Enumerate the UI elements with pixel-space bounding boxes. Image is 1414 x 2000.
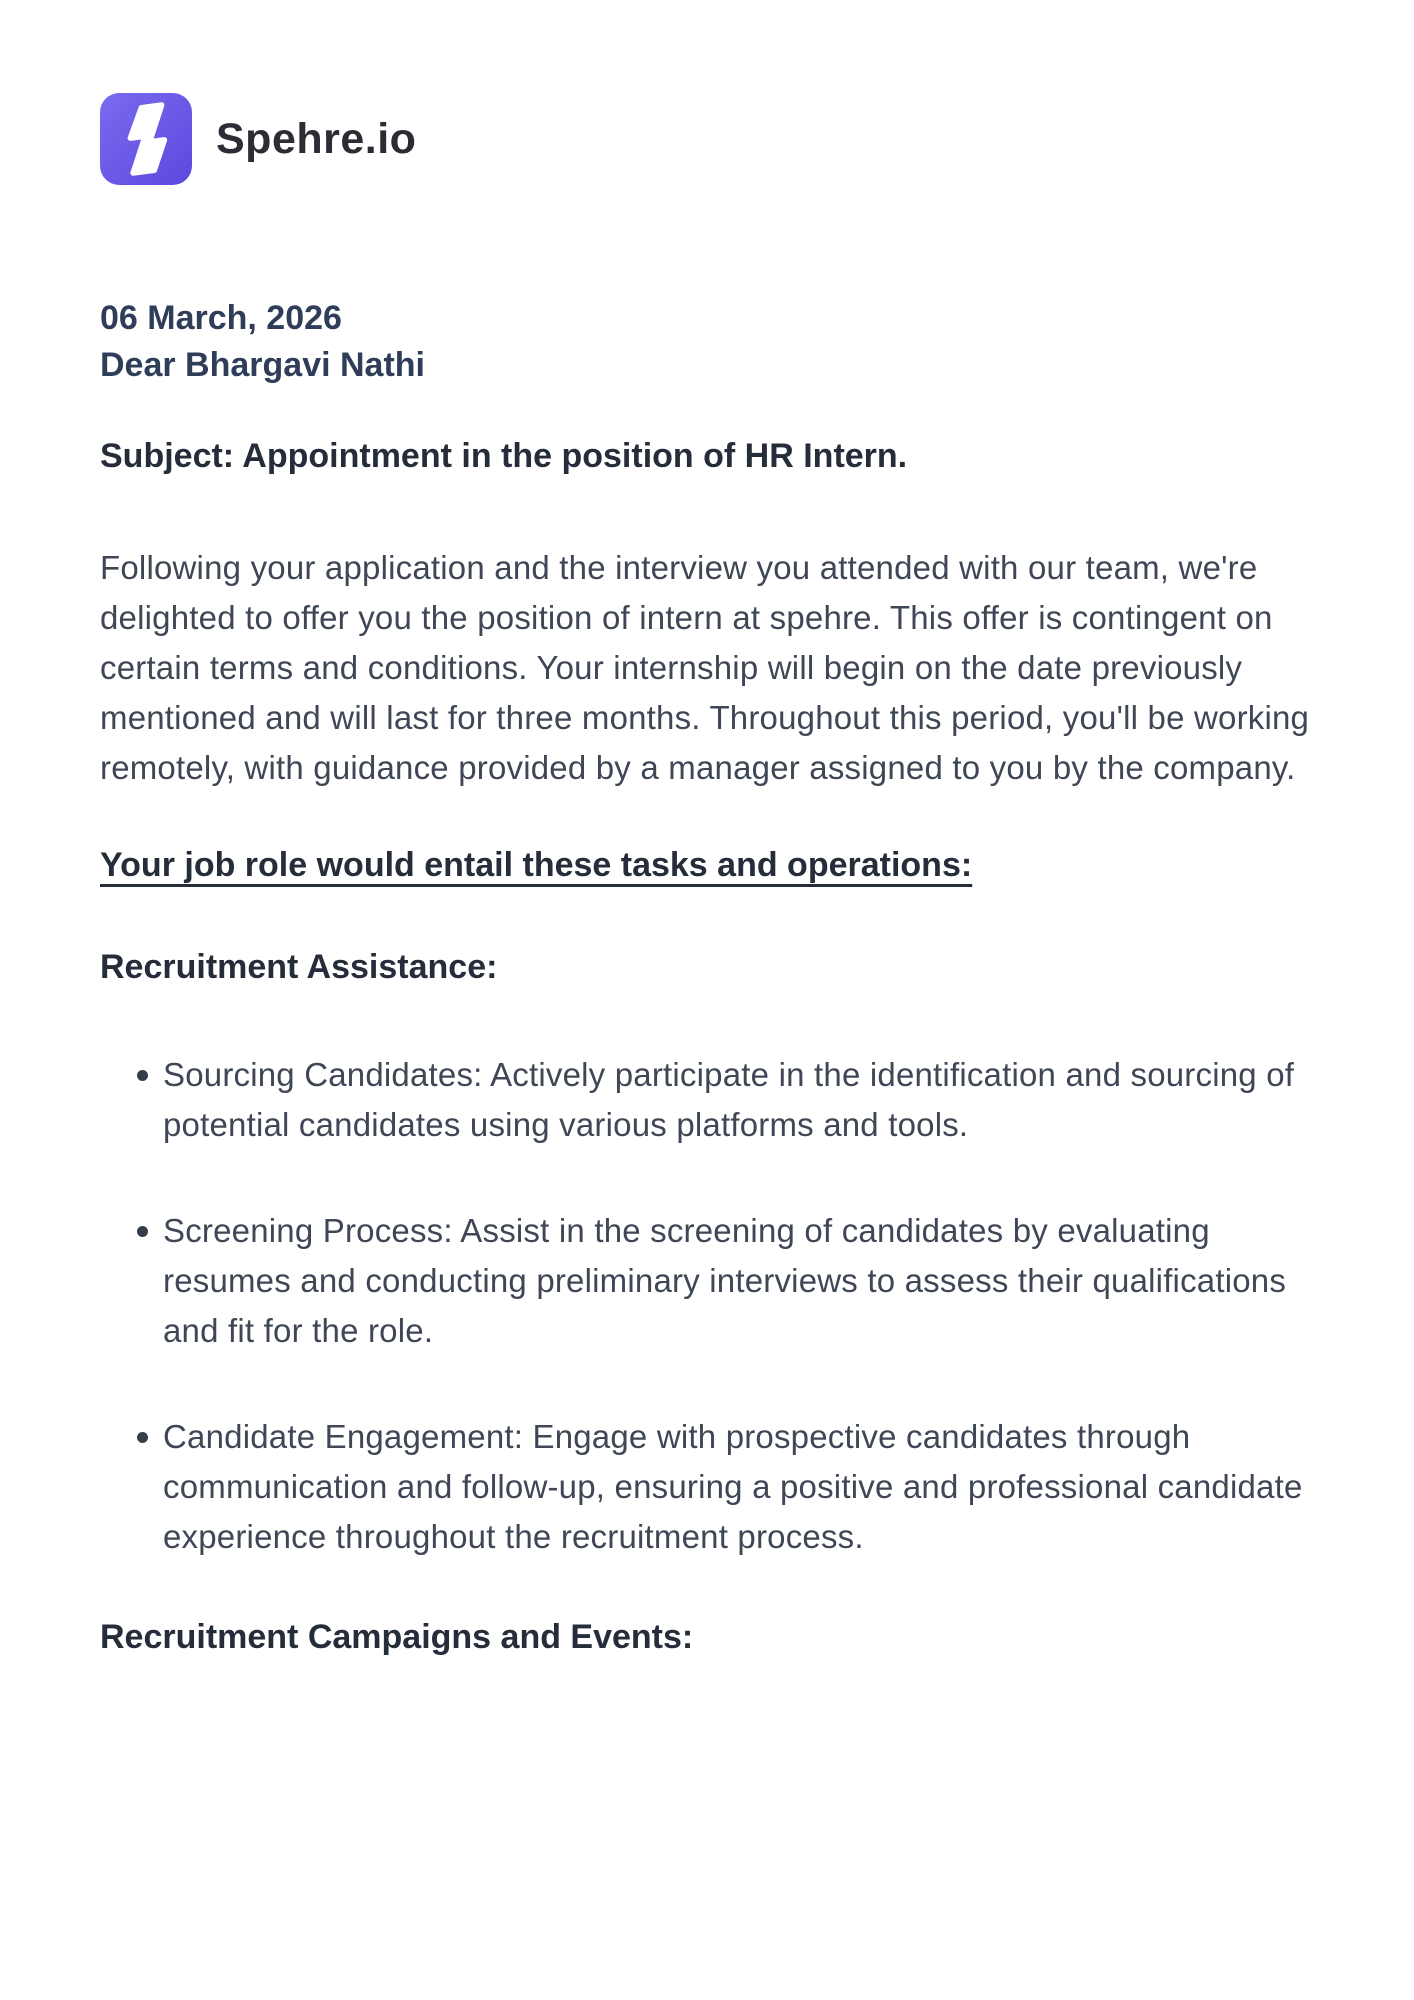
letter-greeting: Dear Bhargavi Nathi bbox=[100, 346, 425, 384]
subject-line: Subject: Appointment in the position of HR Intern. bbox=[100, 437, 908, 475]
brand-name: Spehre.io bbox=[216, 114, 417, 163]
list-item: Sourcing Candidates: Actively participate in the identification and sourcing of potential candidates using various platforms and tools. bbox=[100, 1050, 1322, 1150]
list-item: Screening Process: Assist in the screening of candidates by evaluating resumes and conducting preliminary interviews to assess their qualifications and fit for the role. bbox=[100, 1206, 1322, 1356]
section-title-recruitment-assistance: Recruitment Assistance: bbox=[100, 948, 498, 986]
list-item: Candidate Engagement: Engage with prospective candidates through communication and follow-up, ensuring a positive and professional candidate experience throughout the recruitment process. bbox=[100, 1412, 1322, 1562]
tasks-heading: Your job role would entail these tasks and operations: bbox=[100, 846, 973, 884]
intro-paragraph: Following your application and the interview you attended with our team, we're delighted to offer you the position of intern at spehre. This offer is contingent on certain terms and conditions. Your internship will begin on the date previously mentioned and will last for three months. Throughout this period, you'll be working remotely, with guidance provided by a manager assigned to you by the company. bbox=[100, 549, 1310, 786]
date-block bbox=[100, 295, 1322, 389]
s-bolt-icon bbox=[100, 93, 192, 185]
task-list bbox=[100, 1050, 1322, 1562]
brand-header bbox=[100, 93, 1322, 185]
letter-date: 06 March, 2026 bbox=[100, 299, 342, 337]
section-title-recruitment-campaigns: Recruitment Campaigns and Events: bbox=[100, 1618, 694, 1656]
